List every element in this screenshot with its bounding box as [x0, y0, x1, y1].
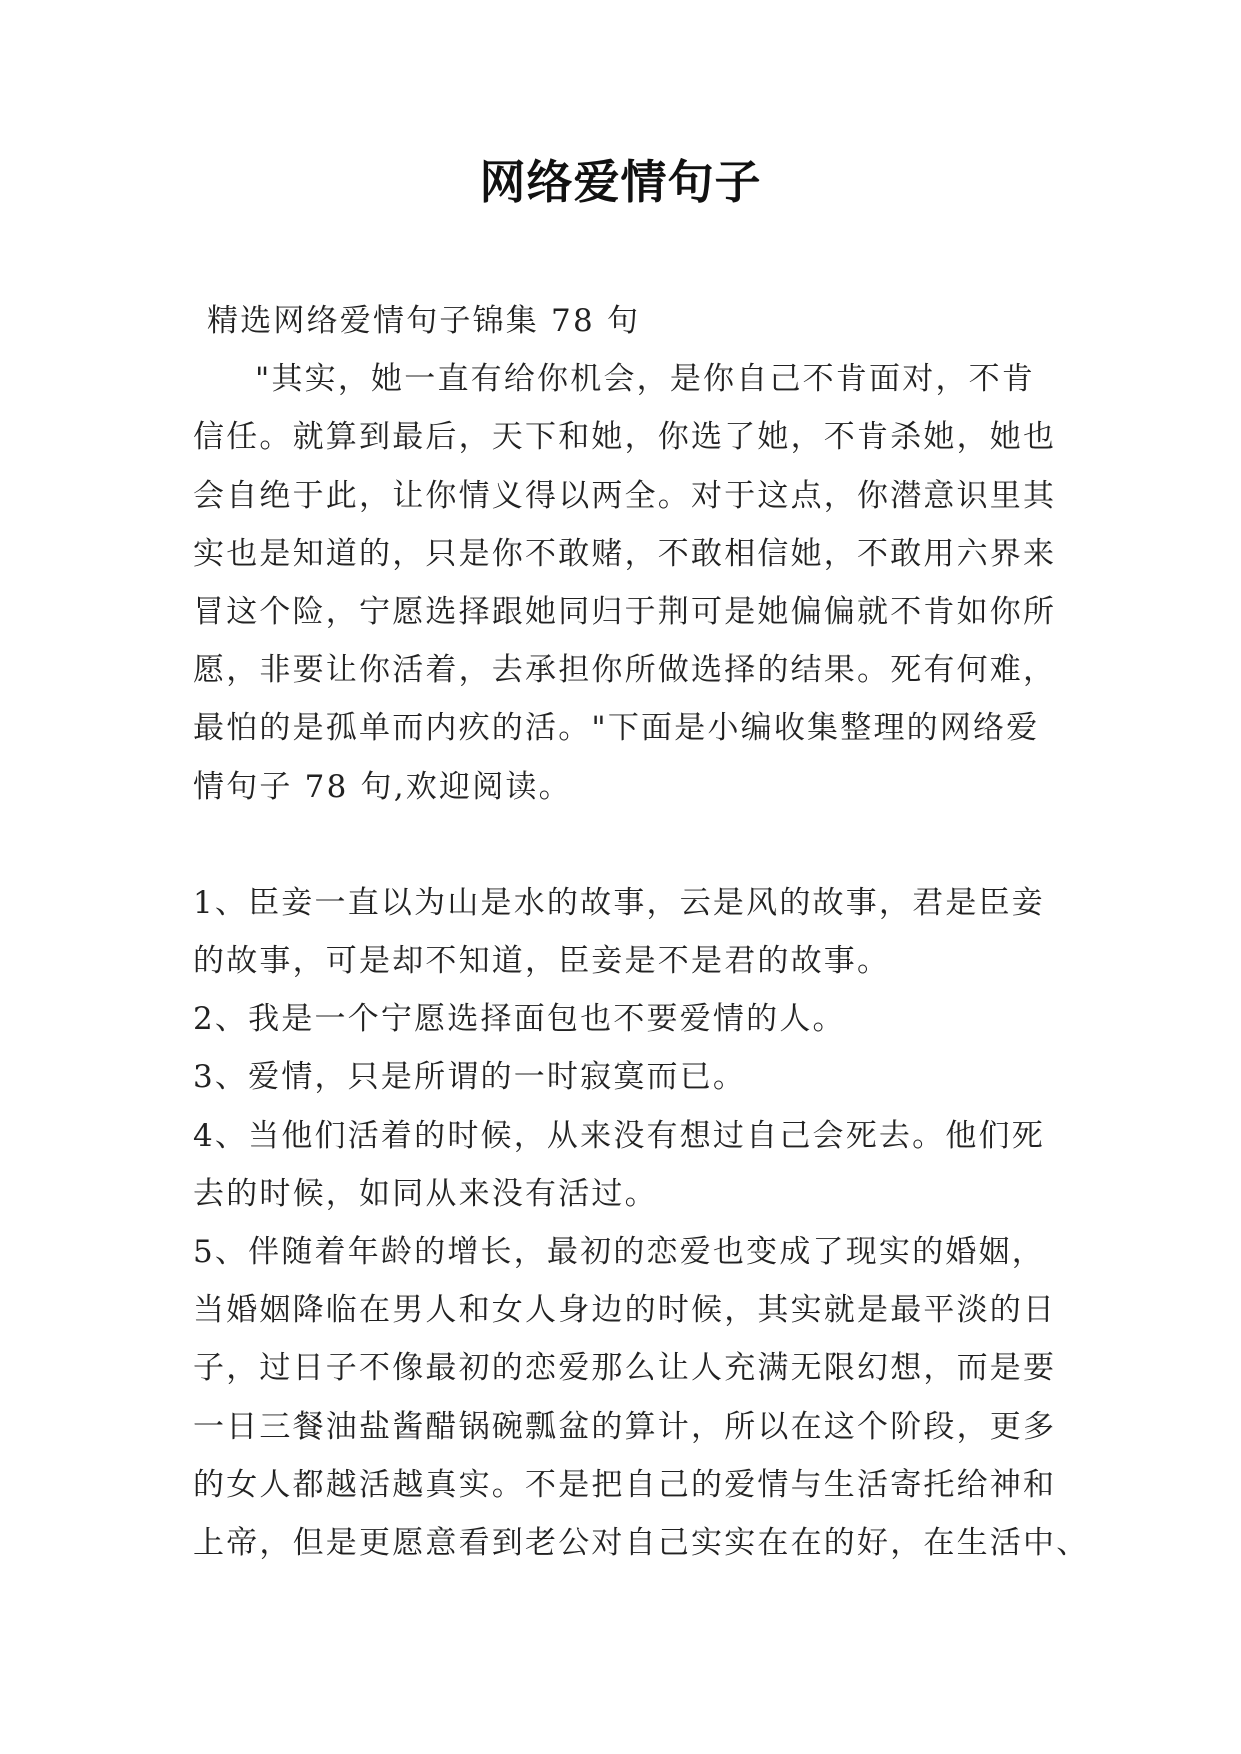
list-item-line: 2、我是一个宁愿选择面包也不要爱情的人。 [193, 1001, 846, 1038]
list-item-line: 当婚姻降临在男人和女人身边的时候，其实就是最平淡的日 [193, 1292, 1057, 1329]
intro-line: 实也是知道的，只是你不敢赌，不敢相信她，不敢用六界来 [193, 535, 1057, 572]
document-body [193, 292, 1090, 1572]
intro-line: 最怕的是孤单而内疚的活。"下面是小编收集整理的网络爱 [193, 710, 1040, 747]
list-item-line: 子，过日子不像最初的恋爱那么让人充满无限幻想，而是要 [193, 1350, 1057, 1387]
document-title: 网络爱情句子 [479, 155, 762, 209]
list-item-line: 去的时候，如同从来没有活过。 [193, 1175, 658, 1212]
list-item-line: 的故事，可是却不知道，臣妾是不是君的故事。 [193, 943, 891, 980]
intro-line: 冒这个险，宁愿选择跟她同归于荆可是她偏偏就不肯如你所 [193, 594, 1057, 631]
list-item-line: 4、当他们活着的时候，从来没有想过自己会死去。他们死 [193, 1117, 1045, 1154]
list-item-line: 上帝，但是更愿意看到老公对自己实实在在的好，在生活中、 [193, 1525, 1090, 1562]
intro-line: "其实，她一直有给你机会，是你自己不肯面对，不肯 [255, 361, 1036, 398]
document-subtitle: 精选网络爱情句子锦集 78 句 [207, 303, 641, 339]
intro-line: 愿，非要让你活着，去承担你所做选择的结果。死有何难， [193, 652, 1057, 689]
intro-line: 情句子 78 句,欢迎阅读。 [193, 768, 572, 805]
list-item-line: 5、伴随着年龄的增长，最初的恋爱也变成了现实的婚姻， [193, 1234, 1045, 1271]
intro-line: 会自绝于此，让你情义得以两全。对于这点，你潜意识里其 [193, 477, 1057, 514]
list-item-line: 的女人都越活越真实。不是把自己的爱情与生活寄托给神和 [193, 1466, 1057, 1503]
list-item-line: 一日三餐油盐酱醋锅碗瓢盆的算计，所以在这个阶段，更多 [193, 1408, 1057, 1445]
list-item-line: 1、臣妾一直以为山是水的故事，云是风的故事，君是臣妾 [193, 884, 1045, 921]
intro-line: 信任。就算到最后，天下和她，你选了她，不肯杀她，她也 [193, 419, 1057, 456]
list-item-line: 3、爱情，只是所谓的一时寂寞而已。 [193, 1059, 747, 1096]
paragraph-spacer [193, 816, 1065, 874]
